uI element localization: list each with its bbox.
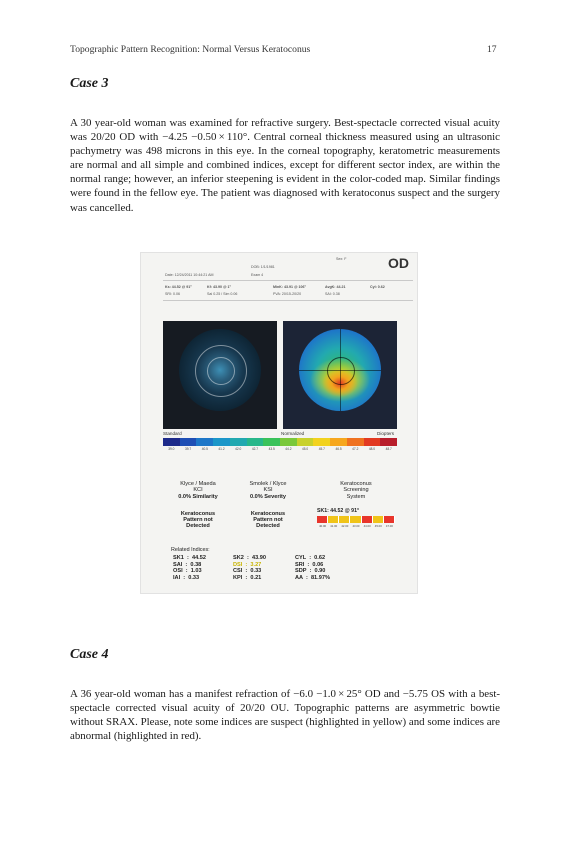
page-number: 17 xyxy=(487,44,497,55)
index-entry: AA : 81.97% xyxy=(295,574,330,581)
scale-number: 45.7 xyxy=(318,447,325,451)
index-entry: SDP : 0.90 xyxy=(295,568,326,575)
screening-tick: 43.00 xyxy=(352,524,360,528)
index-entry: KPI : 0.21 xyxy=(233,574,262,581)
scale-number: 41.2 xyxy=(218,447,225,451)
avgk-value: AvgK: 44.21 xyxy=(325,285,346,289)
smolek-title: Smolek / Klyce xyxy=(249,481,287,487)
scale-number: 44.2 xyxy=(285,447,292,451)
scale-swatch xyxy=(330,438,347,446)
standard-map xyxy=(163,321,277,429)
scale-swatch xyxy=(180,438,197,446)
index-entry: CSI : 0.33 xyxy=(233,568,262,575)
screening-title-3: System xyxy=(346,493,366,500)
screening-tick: 45.00 xyxy=(374,524,382,528)
scale-swatch xyxy=(247,438,264,446)
scale-swatch xyxy=(230,438,247,446)
kci-result xyxy=(163,511,233,530)
scale-swatch xyxy=(297,438,314,446)
scale-swatch xyxy=(163,438,180,446)
indices-column-1 xyxy=(173,555,206,581)
screening-bar xyxy=(339,516,350,523)
pva-value: PVA: 20/15-20/20 xyxy=(273,292,302,296)
screening-ticks xyxy=(317,524,395,528)
scale-number: 48.7 xyxy=(385,447,392,451)
sri-value: SRI: 0.06 xyxy=(165,292,180,296)
mink-value: MinK: 43.91 @ 106° xyxy=(273,285,306,289)
scale-number: 39.0 xyxy=(168,447,175,451)
scale-number: 45.0 xyxy=(302,447,309,451)
scale-number: 42.0 xyxy=(235,447,242,451)
kci-result-line-2: Pattern not xyxy=(183,517,213,524)
color-scale-bar xyxy=(163,438,397,446)
klyce-title: Klyce / Maeda xyxy=(180,481,216,487)
color-scale-numbers xyxy=(163,447,397,451)
scale-number: 48.0 xyxy=(368,447,376,451)
diopters-label: Diopters xyxy=(377,431,395,436)
screening-title-2: Screening xyxy=(343,487,369,494)
kci-title: KCI xyxy=(193,487,203,494)
eye-label: OD xyxy=(388,255,409,271)
scale-swatch xyxy=(364,438,381,446)
screening-tick: 40.00 xyxy=(319,524,327,528)
ksi-result-line-1: Keratoconus xyxy=(250,511,286,517)
ksi-result-line-3: Detected xyxy=(256,523,280,530)
screening-tick: 41.00 xyxy=(330,524,338,528)
k-readings-row-2 xyxy=(163,291,413,301)
index-entry: SK1 : 44.52 xyxy=(173,555,206,561)
screening-block xyxy=(321,481,391,500)
screening-bar xyxy=(350,516,361,523)
date-row xyxy=(163,271,413,281)
screening-tick: 47.00 xyxy=(385,524,393,528)
case-3-title: Case 3 xyxy=(70,76,109,91)
indices-column-3 xyxy=(295,555,330,581)
index-entry: SAI : 0.38 xyxy=(173,561,202,568)
kf-value: Kf: 43.90 @ 1° xyxy=(207,285,231,289)
topography-figure xyxy=(140,252,418,594)
scale-number: 47.2 xyxy=(352,447,359,451)
ksi-result-line-2: Pattern not xyxy=(253,517,283,524)
scale-swatch xyxy=(380,438,397,446)
case-3-paragraph: A 30 year-old woman was examined for refractive surgery. Best-spectacle corrected visual acuity was 20/20 OD with −4.25 −0.50 × 110°. Central corneal thickness measured using an ultrasonic pachymetry was 498 microns in this eye. In the corneal topography, keratometric measurements are normal and all simple and combined indices, except for different sector index, are within the normal range; however, an inferior steepening is evident in the color-coded map. Similar findings were found in the fellow eye. The patient was diagnosed with keratoconus suspect and the surgery was cancelled. xyxy=(70,117,500,214)
scale-number: 40.5 xyxy=(201,447,208,451)
scale-swatch xyxy=(213,438,230,446)
screening-bar xyxy=(362,516,373,523)
scale-number: 42.7 xyxy=(251,447,259,451)
index-entry: SK2 : 43.90 xyxy=(233,555,266,561)
screening-bar xyxy=(328,516,339,523)
date-field: Date: 12/24/2011 10:44:21 AM xyxy=(165,273,214,277)
index-entry: SRI : 0.06 xyxy=(295,561,324,568)
screening-bar xyxy=(373,516,384,523)
sai-value: SAI: 0.38 xyxy=(325,292,340,296)
exam-field: Exam 4 xyxy=(251,273,264,277)
screening-title-1: Keratoconus xyxy=(340,481,372,487)
ksi-title: KSI xyxy=(263,487,273,494)
case-4-paragraph: A 36 year-old woman has a manifest refraction of −6.0 −1.0 × 25° OD and −5.75 OS with a best-spectacle corrected visual acuity of 20/20 OU. Topographic patterns are asymmetric bowtie without SRAX. Please, note some indices are suspect (highlighted in yellow) and some indices are abnormal (highlighted in red). xyxy=(70,688,500,743)
kci-result-line-1: Keratoconus xyxy=(180,511,216,517)
index-entry: OSI : 1.03 xyxy=(173,568,202,575)
sai-sim-value: Sai 0.25 / Sim 0.06 xyxy=(207,292,238,296)
klyce-block xyxy=(163,481,233,500)
normalized-map xyxy=(283,321,397,429)
scale-swatch xyxy=(313,438,330,446)
scale-number: 39.7 xyxy=(184,447,192,451)
normalized-label: Normalized xyxy=(281,431,305,436)
kci-result-line-3: Detected xyxy=(186,523,210,530)
case-4-title: Case 4 xyxy=(70,647,109,662)
related-indices-label: Related Indices: xyxy=(171,547,210,553)
ksi-value: 0.0% Severity xyxy=(249,493,287,500)
running-title: Topographic Pattern Recognition: Normal Versus Keratoconus xyxy=(70,44,311,55)
standard-label: Standard xyxy=(163,431,182,436)
scale-number: 43.5 xyxy=(268,447,275,451)
dob-field: DOB: 1/1/1981 xyxy=(251,265,275,269)
screening-tick: 42.00 xyxy=(341,524,349,528)
scale-swatch xyxy=(196,438,213,446)
index-entry: DSI : 3.27 xyxy=(233,561,262,568)
sex-field: Sex: F xyxy=(336,257,347,261)
ks-value: Ks: 44.52 @ 91° xyxy=(165,285,192,289)
index-entry: IAI : 0.33 xyxy=(173,574,200,581)
smolek-block xyxy=(233,481,303,500)
index-entry: CYL : 0.62 xyxy=(295,555,326,561)
indices-column-2 xyxy=(233,555,266,581)
scale-swatch xyxy=(280,438,297,446)
scale-swatch xyxy=(347,438,364,446)
cyl-value: Cyl: 0.62 xyxy=(370,285,385,289)
scale-number: 46.5 xyxy=(335,447,342,451)
sk1-value: SK1: 44.52 @ 91° xyxy=(317,508,360,514)
screening-bars xyxy=(317,516,395,523)
screening-bar xyxy=(384,516,395,523)
kci-value: 0.0% Similarity xyxy=(178,493,218,500)
scale-swatch xyxy=(263,438,280,446)
screening-tick: 44.00 xyxy=(363,524,371,528)
ksi-result xyxy=(233,511,303,530)
screening-bar xyxy=(317,516,328,523)
